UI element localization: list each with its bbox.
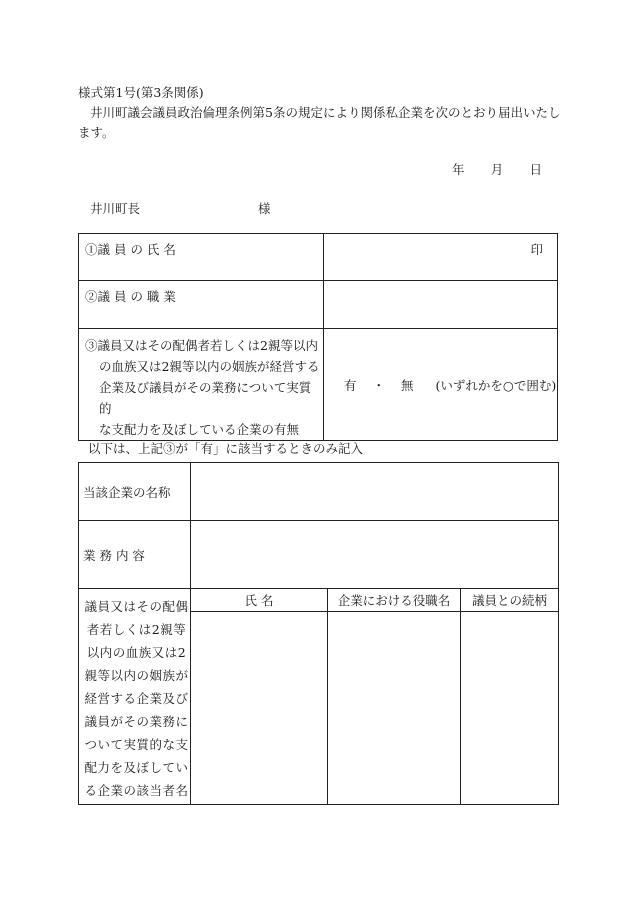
company-name-field[interactable] — [191, 463, 559, 521]
table-row — [79, 463, 559, 521]
addressee-name: 井川町長 — [90, 201, 141, 216]
seal-mark: 印 — [530, 242, 543, 257]
intro-text: 井川町議会議員政治倫理条例第5条の規定により関係私企業を次のとおり届出いたします。 — [78, 105, 561, 140]
member-info-table — [78, 233, 558, 441]
question-line: 企業及び議員がその業務について実質的 — [99, 380, 312, 416]
related-position-field[interactable] — [328, 612, 461, 805]
related-company-question — [79, 329, 324, 441]
col-header-relation: 議員との続柄 — [461, 589, 559, 612]
date-line — [452, 160, 542, 178]
business-label: 業 務 内 容 — [79, 521, 191, 589]
table-row — [79, 521, 559, 589]
company-name-label: 当該企業の名称 — [79, 463, 191, 521]
member-job-field[interactable] — [324, 281, 558, 329]
date-day: 日 — [529, 162, 542, 177]
col-header-position: 企業における役職名 — [328, 589, 461, 612]
addressee-honorific: 様 — [258, 201, 271, 216]
member-name-label: ①議 員 の 氏 名 — [79, 234, 324, 281]
date-year: 年 — [452, 162, 465, 177]
choice-instruction: (いずれかを○で囲む) — [435, 377, 557, 393]
table-row — [79, 281, 558, 329]
table-row — [79, 589, 559, 612]
conditional-note: 以下は、上記③が「有」に該当するときのみ記入 — [88, 441, 364, 456]
table-row — [79, 329, 558, 441]
member-job-label: ②議 員 の 職 業 — [79, 281, 324, 329]
question-line: ③議員又はその配偶者若しくは2親等以内 — [85, 338, 318, 353]
related-relation-field[interactable] — [461, 612, 559, 805]
question-line: の血族又は2親等以内の姻族が経営する — [99, 359, 320, 374]
choice-yes[interactable]: 有 — [344, 377, 357, 393]
related-person-label: 議員又はその配偶者若しくは2親等以内の血族又は2親等以内の姻族が経営する企業及び議員がその業務について実質的な支配力を及ぼしている企業の該当者名 — [79, 589, 191, 805]
member-name-field[interactable] — [324, 234, 558, 281]
choice-no[interactable]: 無 — [401, 377, 414, 393]
col-header-name: 氏 名 — [191, 589, 328, 612]
date-month: 月 — [490, 162, 504, 177]
business-field[interactable] — [191, 521, 559, 589]
table-row — [79, 234, 558, 281]
choice-separator: ・ — [372, 377, 386, 393]
question-line: な支配力を及ぼしている企業の有無 — [99, 422, 300, 437]
related-name-field[interactable] — [191, 612, 328, 805]
form-number: 様式第1号(第3条関係) — [78, 85, 204, 100]
company-info-table — [78, 462, 559, 805]
presence-choice[interactable] — [324, 329, 558, 441]
